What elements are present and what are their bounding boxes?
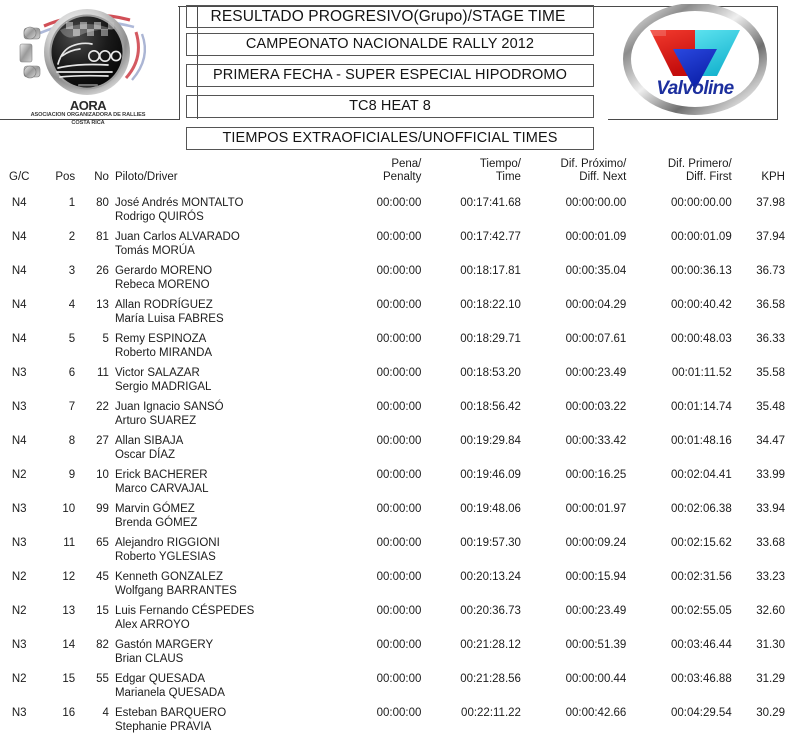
cell-pos: 15 — [38, 666, 83, 700]
cell-kph: 37.94 — [732, 224, 800, 258]
codriver-name: María Luisa FABRES — [115, 313, 313, 327]
aora-wordmark: AORA — [8, 98, 168, 113]
cell-penalty: 00:00:00 — [313, 394, 421, 428]
cell-kph: 32.60 — [732, 598, 800, 632]
cell-diff-first: 00:02:55.05 — [626, 598, 731, 632]
cell-time: 00:18:22.10 — [421, 292, 521, 326]
cell-diff-first: 00:02:15.62 — [626, 530, 731, 564]
valvoline-v-icon — [616, 4, 774, 124]
cell-diff-first: 00:01:11.52 — [626, 360, 731, 394]
cell-driver — [109, 666, 313, 700]
cell-driver — [109, 564, 313, 598]
cell-driver — [109, 190, 313, 224]
cell-no: 13 — [83, 292, 109, 326]
codriver-name: Marianela QUESADA — [115, 687, 313, 701]
codriver-name: Wolfgang BARRANTES — [115, 585, 313, 599]
cell-time: 00:19:57.30 — [421, 530, 521, 564]
cell-gc: N3 — [0, 700, 38, 734]
driver-name: Alejandro RIGGIONI — [115, 537, 313, 551]
table-header-row — [0, 158, 800, 190]
report-title-box — [186, 5, 594, 28]
driver-name: Gastón MARGERY — [115, 639, 313, 653]
cell-gc: N4 — [0, 292, 38, 326]
cell-driver — [109, 394, 313, 428]
cell-gc: N4 — [0, 190, 38, 224]
codriver-name: Marco CARVAJAL — [115, 483, 313, 497]
column-header-diff-next: Dif. Próximo/ Diff. Next — [521, 158, 626, 190]
cell-no: 10 — [83, 462, 109, 496]
cell-kph: 33.68 — [732, 530, 800, 564]
cell-no: 5 — [83, 326, 109, 360]
cell-kph: 36.73 — [732, 258, 800, 292]
cell-kph: 36.58 — [732, 292, 800, 326]
stage-title-box — [186, 95, 594, 118]
cell-no: 55 — [83, 666, 109, 700]
driver-name: Victor SALAZAR — [115, 367, 313, 381]
cell-penalty: 00:00:00 — [313, 360, 421, 394]
table-row — [0, 190, 800, 224]
cell-diff-next: 00:00:42.66 — [521, 700, 626, 734]
document-header — [0, 0, 800, 152]
table-row — [0, 530, 800, 564]
aora-subtitle-country: COSTA RICA — [8, 120, 168, 126]
cell-no: 4 — [83, 700, 109, 734]
cell-kph: 31.29 — [732, 666, 800, 700]
codriver-name: Stephanie PRAVIA — [115, 721, 313, 734]
cell-penalty: 00:00:00 — [313, 462, 421, 496]
cell-kph: 31.30 — [732, 632, 800, 666]
cell-no: 11 — [83, 360, 109, 394]
column-header-pos: Pos — [38, 158, 83, 190]
cell-pos: 13 — [38, 598, 83, 632]
table-row — [0, 360, 800, 394]
driver-name: Erick BACHERER — [115, 469, 313, 483]
cell-gc: N3 — [0, 360, 38, 394]
cell-pos: 10 — [38, 496, 83, 530]
cell-time: 00:18:29.71 — [421, 326, 521, 360]
codriver-name: Roberto MIRANDA — [115, 347, 313, 361]
cell-gc: N3 — [0, 632, 38, 666]
driver-name: Esteban BARQUERO — [115, 707, 313, 721]
cell-driver — [109, 496, 313, 530]
cell-penalty: 00:00:00 — [313, 258, 421, 292]
cell-pos: 8 — [38, 428, 83, 462]
cell-diff-first: 00:00:01.09 — [626, 224, 731, 258]
cell-penalty: 00:00:00 — [313, 700, 421, 734]
cell-no: 99 — [83, 496, 109, 530]
cell-diff-first: 00:03:46.44 — [626, 632, 731, 666]
cell-no: 27 — [83, 428, 109, 462]
cell-gc: N3 — [0, 530, 38, 564]
cell-penalty: 00:00:00 — [313, 564, 421, 598]
cell-no: 65 — [83, 530, 109, 564]
cell-diff-first: 00:01:48.16 — [626, 428, 731, 462]
championship-title-box — [186, 33, 594, 56]
cell-time: 00:21:28.56 — [421, 666, 521, 700]
cell-penalty: 00:00:00 — [313, 496, 421, 530]
cell-penalty: 00:00:00 — [313, 224, 421, 258]
cell-pos: 14 — [38, 632, 83, 666]
table-row — [0, 326, 800, 360]
event-title-box — [186, 64, 594, 87]
header-frame-right-line — [777, 6, 778, 119]
cell-time: 00:21:28.12 — [421, 632, 521, 666]
cell-pos: 5 — [38, 326, 83, 360]
cell-gc: N4 — [0, 224, 38, 258]
cell-time: 00:17:42.77 — [421, 224, 521, 258]
unofficial-notice-box — [186, 127, 594, 150]
column-header-gc: G/C — [0, 158, 38, 190]
cell-driver — [109, 462, 313, 496]
cell-driver — [109, 530, 313, 564]
codriver-name: Oscar DÍAZ — [115, 449, 313, 463]
column-header-kph: KPH — [732, 158, 800, 190]
cell-time: 00:19:48.06 — [421, 496, 521, 530]
cell-diff-first: 00:02:31.56 — [626, 564, 731, 598]
cell-penalty: 00:00:00 — [313, 292, 421, 326]
cell-diff-next: 00:00:04.29 — [521, 292, 626, 326]
cell-diff-next: 00:00:07.61 — [521, 326, 626, 360]
driver-name: Kenneth GONZALEZ — [115, 571, 313, 585]
cell-diff-first: 00:00:36.13 — [626, 258, 731, 292]
cell-kph: 35.48 — [732, 394, 800, 428]
cell-no: 81 — [83, 224, 109, 258]
driver-name: Juan Ignacio SANSÓ — [115, 401, 313, 415]
stage-results-table — [0, 158, 800, 734]
cell-diff-next: 00:00:09.24 — [521, 530, 626, 564]
cell-penalty: 00:00:00 — [313, 428, 421, 462]
cell-diff-next: 00:00:00.44 — [521, 666, 626, 700]
cell-diff-first: 00:00:48.03 — [626, 326, 731, 360]
header-frame-left-vline — [179, 6, 180, 119]
cell-driver — [109, 292, 313, 326]
cell-kph: 37.98 — [732, 190, 800, 224]
table-row — [0, 700, 800, 734]
driver-name: Allan RODRÍGUEZ — [115, 299, 313, 313]
column-header-driver: Piloto/Driver — [109, 158, 313, 190]
table-row — [0, 632, 800, 666]
cell-driver — [109, 632, 313, 666]
cell-pos: 7 — [38, 394, 83, 428]
cell-penalty: 00:00:00 — [313, 632, 421, 666]
valvoline-wordmark: Valvoline — [616, 78, 774, 100]
cell-driver — [109, 326, 313, 360]
cell-diff-first: 00:00:00.00 — [626, 190, 731, 224]
codriver-name: Rodrigo QUIRÓS — [115, 211, 313, 225]
table-body — [0, 190, 800, 734]
report-title-text: RESULTADO PROGRESIVO(Grupo)/STAGE TIME — [211, 6, 566, 27]
cell-gc: N3 — [0, 394, 38, 428]
codriver-name: Rebeca MORENO — [115, 279, 313, 293]
cell-diff-next: 00:00:03.22 — [521, 394, 626, 428]
driver-name: Marvin GÓMEZ — [115, 503, 313, 517]
driver-name: Luis Fernando CÉSPEDES — [115, 605, 313, 619]
table-row — [0, 292, 800, 326]
driver-name: Juan Carlos ALVARADO — [115, 231, 313, 245]
cell-gc: N2 — [0, 462, 38, 496]
cell-diff-next: 00:00:23.49 — [521, 360, 626, 394]
cell-diff-next: 00:00:23.49 — [521, 598, 626, 632]
cell-time: 00:18:56.42 — [421, 394, 521, 428]
cell-diff-first: 00:03:46.88 — [626, 666, 731, 700]
cell-pos: 6 — [38, 360, 83, 394]
driver-name: Edgar QUESADA — [115, 673, 313, 687]
table-row — [0, 224, 800, 258]
column-header-penalty: Pena/ Penalty — [313, 158, 421, 190]
cell-driver — [109, 360, 313, 394]
aora-logo — [8, 6, 168, 128]
aora-subtitle-association: ASOCIACION ORGANIZADORA DE RALLIES — [8, 112, 168, 118]
cell-time: 00:20:13.24 — [421, 564, 521, 598]
cell-kph: 35.58 — [732, 360, 800, 394]
cell-time: 00:20:36.73 — [421, 598, 521, 632]
table-row — [0, 666, 800, 700]
stage-title-text: TC8 HEAT 8 — [349, 96, 431, 117]
codriver-name: Brenda GÓMEZ — [115, 517, 313, 531]
cell-gc: N2 — [0, 666, 38, 700]
cell-driver — [109, 700, 313, 734]
cell-gc: N4 — [0, 258, 38, 292]
codriver-name: Tomás MORÚA — [115, 245, 313, 259]
valvoline-logo — [616, 4, 774, 124]
codriver-name: Brian CLAUS — [115, 653, 313, 667]
cell-no: 45 — [83, 564, 109, 598]
cell-pos: 16 — [38, 700, 83, 734]
driver-name: José Andrés MONTALTO — [115, 197, 313, 211]
cell-pos: 12 — [38, 564, 83, 598]
table-row — [0, 428, 800, 462]
driver-name: Gerardo MORENO — [115, 265, 313, 279]
cell-penalty: 00:00:00 — [313, 326, 421, 360]
cell-time: 00:17:41.68 — [421, 190, 521, 224]
cell-no: 22 — [83, 394, 109, 428]
cell-time: 00:18:17.81 — [421, 258, 521, 292]
table-row — [0, 598, 800, 632]
cell-no: 26 — [83, 258, 109, 292]
cell-pos: 2 — [38, 224, 83, 258]
cell-diff-first: 00:00:40.42 — [626, 292, 731, 326]
cell-time: 00:19:29.84 — [421, 428, 521, 462]
cell-gc: N2 — [0, 564, 38, 598]
cell-diff-next: 00:00:35.04 — [521, 258, 626, 292]
cell-kph: 33.94 — [732, 496, 800, 530]
driver-name: Allan SIBAJA — [115, 435, 313, 449]
cell-diff-first: 00:04:29.54 — [626, 700, 731, 734]
cell-driver — [109, 224, 313, 258]
event-title-text: PRIMERA FECHA - SUPER ESPECIAL HIPODROMO — [213, 65, 567, 86]
cell-diff-next: 00:00:15.94 — [521, 564, 626, 598]
cell-no: 80 — [83, 190, 109, 224]
cell-diff-next: 00:00:16.25 — [521, 462, 626, 496]
cell-kph: 36.33 — [732, 326, 800, 360]
cell-gc: N2 — [0, 598, 38, 632]
table-row — [0, 564, 800, 598]
aora-stopwatch-icon — [8, 6, 168, 101]
table-row — [0, 394, 800, 428]
codriver-name: Alex ARROYO — [115, 619, 313, 633]
codriver-name: Arturo SUAREZ — [115, 415, 313, 429]
cell-gc: N4 — [0, 428, 38, 462]
cell-gc: N3 — [0, 496, 38, 530]
cell-no: 15 — [83, 598, 109, 632]
cell-driver — [109, 258, 313, 292]
results-table-container — [0, 158, 800, 734]
cell-driver — [109, 598, 313, 632]
cell-diff-next: 00:00:00.00 — [521, 190, 626, 224]
column-header-diff-first: Dif. Primero/ Diff. First — [626, 158, 731, 190]
table-row — [0, 258, 800, 292]
column-header-no: No — [83, 158, 109, 190]
cell-penalty: 00:00:00 — [313, 598, 421, 632]
table-row — [0, 496, 800, 530]
cell-penalty: 00:00:00 — [313, 530, 421, 564]
codriver-name: Sergio MADRIGAL — [115, 381, 313, 395]
cell-time: 00:19:46.09 — [421, 462, 521, 496]
cell-diff-first: 00:02:06.38 — [626, 496, 731, 530]
cell-time: 00:22:11.22 — [421, 700, 521, 734]
driver-name: Remy ESPINOZA — [115, 333, 313, 347]
cell-pos: 11 — [38, 530, 83, 564]
codriver-name: Roberto YGLESIAS — [115, 551, 313, 565]
cell-penalty: 00:00:00 — [313, 666, 421, 700]
cell-diff-next: 00:00:33.42 — [521, 428, 626, 462]
cell-diff-first: 00:02:04.41 — [626, 462, 731, 496]
cell-kph: 30.29 — [732, 700, 800, 734]
cell-pos: 1 — [38, 190, 83, 224]
cell-pos: 3 — [38, 258, 83, 292]
cell-time: 00:18:53.20 — [421, 360, 521, 394]
unofficial-notice-text: TIEMPOS EXTRAOFICIALES/UNOFFICIAL TIMES — [222, 128, 557, 149]
table-row — [0, 462, 800, 496]
cell-diff-next: 00:00:01.97 — [521, 496, 626, 530]
cell-driver — [109, 428, 313, 462]
table-head — [0, 158, 800, 190]
cell-kph: 33.23 — [732, 564, 800, 598]
column-header-time: Tiempo/ Time — [421, 158, 521, 190]
cell-diff-next: 00:00:51.39 — [521, 632, 626, 666]
cell-penalty: 00:00:00 — [313, 190, 421, 224]
cell-pos: 4 — [38, 292, 83, 326]
cell-diff-next: 00:00:01.09 — [521, 224, 626, 258]
cell-no: 82 — [83, 632, 109, 666]
header-frame-left-hline — [0, 119, 180, 120]
cell-kph: 33.99 — [732, 462, 800, 496]
cell-pos: 9 — [38, 462, 83, 496]
cell-gc: N4 — [0, 326, 38, 360]
cell-kph: 34.47 — [732, 428, 800, 462]
cell-diff-first: 00:01:14.74 — [626, 394, 731, 428]
championship-title-text: CAMPEONATO NACIONALDE RALLY 2012 — [246, 34, 534, 55]
